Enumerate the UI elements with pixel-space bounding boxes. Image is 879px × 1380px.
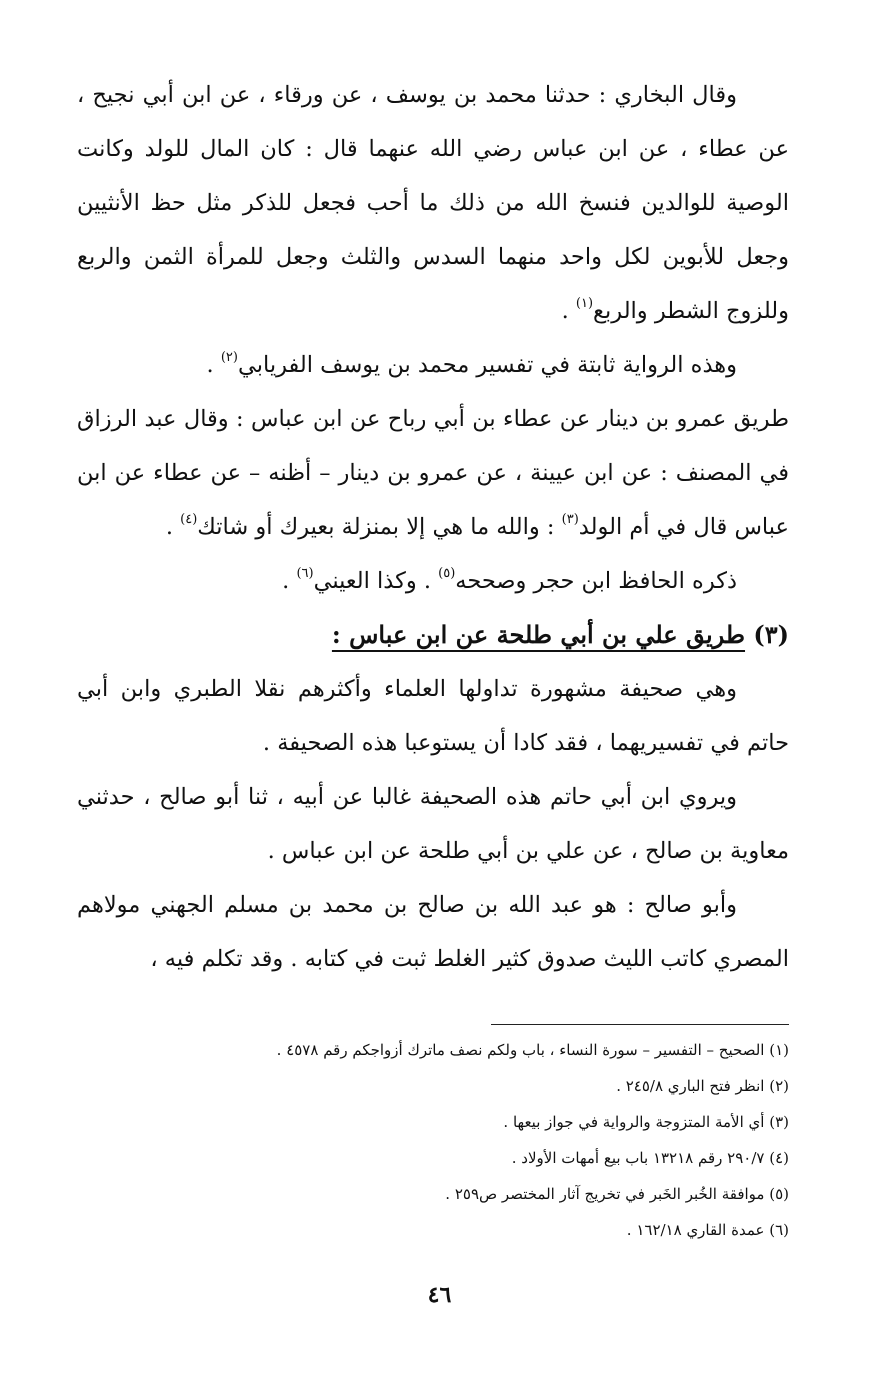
paragraph-text: : والله ما هي إلا بمنزلة بعيرك أو شاتك — [197, 514, 562, 540]
footnote-ref: (٤) — [180, 512, 198, 527]
footnotes — [77, 1032, 789, 1248]
footnote-1: (١) الصحيح – التفسير – سورة النساء ، باب ولكم نصف ماترك أزواجكم رقم ٤٥٧٨ . — [276, 1041, 789, 1059]
paragraph-bukhari — [77, 68, 789, 338]
page-number: ٤٦ — [427, 1282, 452, 1308]
paragraph-amr-ibn-dinar — [77, 392, 789, 554]
footnote-divider — [491, 1024, 789, 1025]
footnote-3: (٣) أي الأمة المتزوجة والرواية في جواز بيعها . — [503, 1113, 789, 1131]
footnote-ref: (٢) — [220, 350, 238, 365]
paragraph-text: طريق عمرو بن دينار عن عطاء بن أبي رباح عن ابن عباس : وقال عبد الرزاق في المصنف : عن ابن عيينة ، عن عمرو بن دينار – أظنه – عن عطاء عن ابن عباس قال في أم الولد — [77, 406, 789, 540]
footnote-ref: (٦) — [296, 566, 314, 581]
section-heading — [77, 608, 789, 662]
paragraph-text: . وكذا العيني — [313, 568, 439, 594]
paragraph-ibn-abi-hatim: ويروي ابن أبي حاتم هذه الصحيفة غالبا عن أبيه ، ثنا أبو صالح ، حدثني معاوية بن صالح ، عن علي بن أبي طلحة عن ابن عباس . — [77, 784, 789, 864]
main-text — [77, 68, 789, 986]
paragraph-text: وهذه الرواية ثابتة في تفسير محمد بن يوسف الفريابي — [237, 352, 737, 378]
heading-number: (٣) — [753, 620, 789, 649]
punctuation: . — [282, 568, 297, 594]
paragraph-abu-salih: وأبو صالح : هو عبد الله بن صالح بن محمد بن مسلم الجهني مولاهم المصري كاتب الليث صدوق كثير الغلط ثبت في كتابه . وقد تكلم فيه ، — [77, 892, 789, 972]
punctuation: . — [206, 352, 221, 378]
footnote-ref: (٥) — [438, 566, 456, 581]
footnote-6: (٦) عمدة القاري ١٦٢/١٨ . — [626, 1221, 789, 1239]
footnote-ref: (١) — [575, 296, 594, 311]
paragraph-text: وقال البخاري : حدثنا محمد بن يوسف ، عن ورقاء ، عن ابن أبي نجيح ، عن عطاء ، عن ابن عباس رضي الله عنهما قال : كان المال للولد وكانت الوصية للوالدين فنسخ الله من ذلك ما أحب فجعل للذكر مثل حظ الأنثيين وجعل للأبوين لكل واحد منهما السدس والثلث وجعل للمرأة الثمن والربع وللزوج الشطر والربع — [77, 82, 789, 324]
punctuation: . — [561, 298, 576, 324]
footnote-ref: (٣) — [561, 512, 579, 527]
footnote-2: (٢) انظر فتح الباري ٢٤٥/٨ . — [616, 1077, 789, 1095]
paragraph-text: ذكره الحافظ ابن حجر وصححه — [455, 568, 737, 594]
heading-title: طريق علي بن أبي طلحة عن ابن عباس : — [331, 620, 746, 649]
paragraph-faryabi — [77, 338, 789, 392]
paragraph-sahifa: وهي صحيفة مشهورة تداولها العلماء وأكثرهم نقلا الطبري وابن أبي حاتم في تفسيريهما ، فقد كادا أن يستوعبا هذه الصحيفة . — [77, 676, 789, 756]
footnote-5: (٥) موافقة الخُبر الخَبر في تخريج آثار المختصر ص٢٥٩ . — [445, 1185, 789, 1203]
punctuation: . — [165, 514, 181, 540]
footnote-4: (٤) ٢٩٠/٧ رقم ١٣٢١٨ باب بيع أمهات الأولاد . — [511, 1149, 789, 1167]
paragraph-ibn-hajar — [77, 554, 789, 608]
